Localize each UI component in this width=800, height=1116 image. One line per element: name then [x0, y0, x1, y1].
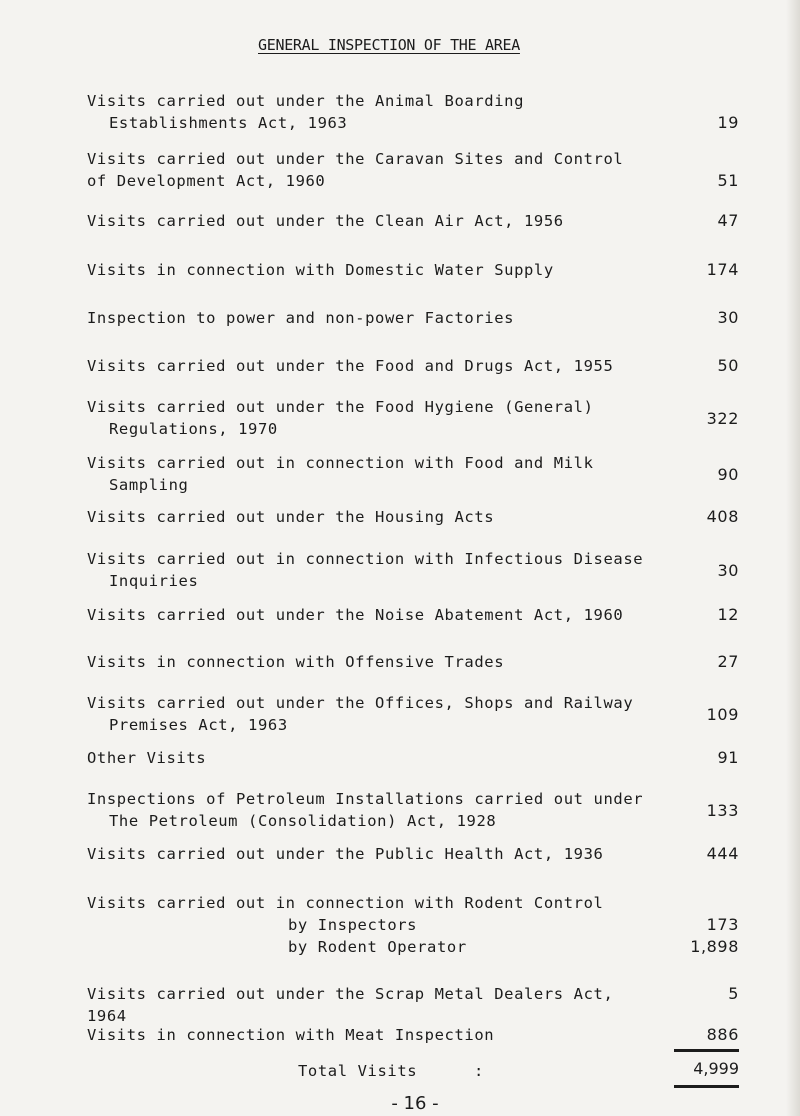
page-edge-shadow	[786, 0, 800, 1116]
list-item	[87, 983, 739, 1027]
item-value: 47	[717, 211, 739, 230]
list-item	[87, 747, 739, 769]
list-item-rodent-control	[87, 892, 739, 914]
item-value: 91	[717, 748, 739, 767]
list-item	[87, 452, 739, 496]
total-value: 4,999	[693, 1059, 739, 1078]
item-value: 30	[717, 561, 739, 580]
item-label-line: Visits carried out under the Noise Abatement Act, 1960	[87, 606, 624, 624]
page-number: - 16 -	[391, 1093, 439, 1114]
total-label: Total Visits	[298, 1062, 418, 1080]
item-label-line: Visits carried out under the Scrap Metal Dealers Act, 1964	[87, 985, 614, 1025]
list-item	[87, 604, 739, 626]
item-value: 174	[706, 260, 739, 279]
item-value: 5	[728, 984, 739, 1003]
item-label-line: Inspection to power and non-power Factories	[87, 309, 515, 327]
item-value: 408	[706, 507, 739, 526]
item-label-line: Visits carried out under the Clean Air Act, 1956	[87, 212, 564, 230]
list-item	[87, 548, 739, 592]
item-label-line: Visits carried out under the Caravan Sites and Control	[87, 150, 624, 168]
list-item	[87, 90, 739, 134]
item-label-line: Visits carried out under the Animal Boarding	[87, 92, 524, 110]
item-value: 12	[717, 605, 739, 624]
page-heading: GENERAL INSPECTION OF THE AREA	[258, 36, 520, 54]
item-value: 886	[706, 1025, 739, 1044]
sub-item	[288, 936, 739, 958]
list-item	[87, 355, 739, 377]
item-value: 19	[717, 113, 739, 132]
item-label-line: The Petroleum (Consolidation) Act, 1928	[109, 812, 497, 830]
item-label-line: Regulations, 1970	[109, 420, 278, 438]
sub-item-label: by Rodent Operator	[288, 938, 467, 956]
total-rule	[674, 1049, 739, 1052]
item-label-line: Establishments Act, 1963	[109, 114, 348, 132]
item-label-line: Visits in connection with Meat Inspection	[87, 1026, 495, 1044]
list-item	[87, 148, 739, 192]
list-item	[87, 396, 739, 440]
item-label-line: Visits carried out under the Food and Drugs Act, 1955	[87, 357, 614, 375]
item-value: 444	[706, 844, 739, 863]
sub-item-value: 1,898	[690, 937, 739, 956]
item-value: 50	[717, 356, 739, 375]
item-label-line: Inquiries	[109, 572, 199, 590]
list-item	[87, 307, 739, 329]
item-value: 27	[717, 652, 739, 671]
item-value: 109	[706, 705, 739, 724]
list-item	[87, 843, 739, 865]
sub-item-label: by Inspectors	[288, 916, 418, 934]
list-item	[87, 259, 739, 281]
item-value: 30	[717, 308, 739, 327]
list-item	[87, 651, 739, 673]
item-label-line: Visits carried out under the Offices, Shops and Railway	[87, 694, 634, 712]
sub-item	[288, 914, 739, 936]
list-item	[87, 788, 739, 832]
list-item	[87, 692, 739, 736]
total-double-rule	[674, 1085, 739, 1088]
list-item	[87, 210, 739, 232]
list-item	[87, 1024, 739, 1046]
item-label-line: Visits in connection with Domestic Water Supply	[87, 261, 554, 279]
item-label-line: Visits carried out under the Food Hygiene (General)	[87, 398, 594, 416]
item-value: 322	[706, 409, 739, 428]
item-label-line: of Development Act, 1960	[87, 172, 326, 190]
item-label-line: Sampling	[109, 476, 189, 494]
item-value: 51	[717, 171, 739, 190]
item-label-line: Visits carried out in connection with Infectious Disease	[87, 550, 644, 568]
item-label-line: Visits carried out under the Housing Acts	[87, 508, 495, 526]
item-label-line: Visits carried out under the Public Health Act, 1936	[87, 845, 604, 863]
sub-item-value: 173	[706, 915, 739, 934]
item-label-line: Inspections of Petroleum Installations carried out under	[87, 790, 644, 808]
item-label-line: Premises Act, 1963	[109, 716, 288, 734]
item-label-line: Other Visits	[87, 749, 207, 767]
item-label-line: Visits in connection with Offensive Trades	[87, 653, 505, 671]
list-item	[87, 506, 739, 528]
item-value: 133	[706, 801, 739, 820]
item-label-line: Visits carried out in connection with Food and Milk	[87, 454, 594, 472]
item-label-line: Visits carried out in connection with Rodent Control	[87, 894, 604, 912]
item-value: 90	[717, 465, 739, 484]
total-colon: :	[474, 1062, 484, 1080]
